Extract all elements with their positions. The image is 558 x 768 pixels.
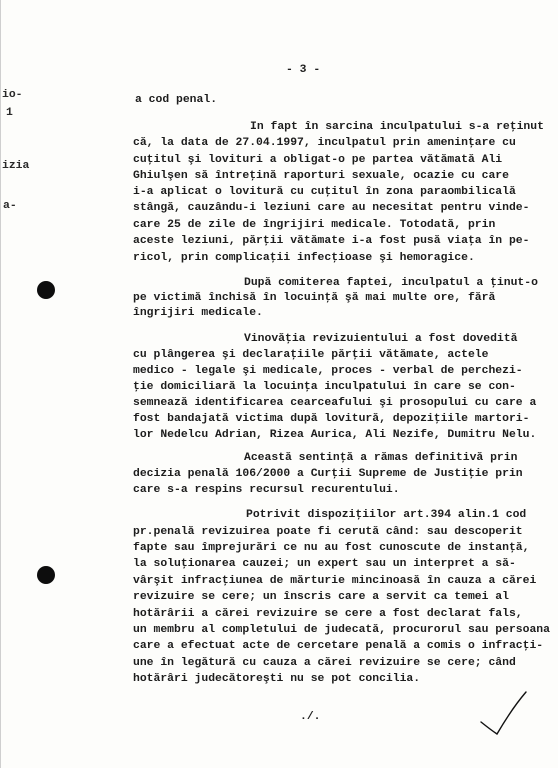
text-line: une în legătură cu cauza a cărei revizuire se cere; când (133, 657, 516, 669)
text-line: vârşit infracţiunea de mărturie mincinoasă în cauza a cărei (133, 575, 537, 587)
text-line: cu plângerea şi declaraţiile părţii vătămate, actele (133, 349, 489, 361)
text-line: ţie domiciliară la locuinţa inculpatului în care se con- (133, 381, 516, 393)
text-line: fapte sau împrejurări ce nu au fost cunoscute de instanţă, (133, 542, 530, 554)
text-line: lor Nedelcu Adrian, Rizea Aurica, Ali Nezife, Dumitru Nelu. (133, 429, 537, 441)
text-line: hotărârii a cărei revizuire se cere a fost declarat fals, (133, 608, 523, 620)
text-line: că, la data de 27.04.1997, inculpatul prin ameninţare cu (133, 137, 516, 149)
text-line: revizuire se cere; un înscris care a servit ca temei al (133, 591, 509, 603)
text-line: care 25 de zile de îngrijiri medicale. Totodată, prin (133, 219, 496, 231)
margin-fragment: io- (2, 89, 23, 101)
page-number: - 3 - (286, 64, 321, 76)
text-line: care a efectuat acte de cercetare penală a comis o infracţi- (133, 640, 544, 652)
continuation-mark: ./. (300, 711, 321, 723)
text-line: In fapt în sarcina inculpatului s-a reţinut (250, 121, 544, 133)
text-line: a cod penal. (135, 94, 218, 106)
text-line: pe victimă închisă în locuinţă şă mai multe ore, fără (133, 292, 496, 304)
text-line: Potrivit dispoziţiilor art.394 alin.1 cod (246, 509, 527, 521)
margin-fragment: a- (3, 200, 17, 212)
text-line: După comiterea faptei, inculpatul a ţinut-o (244, 277, 538, 289)
text-line: semnează identificarea cearceafului şi prosopului cu care a (133, 397, 537, 409)
text-line: fost bandajată victima după lovitură, depoziţiile martori- (133, 413, 530, 425)
text-line: un membru al completului de judecată, procurorul sau persoana (133, 624, 550, 636)
text-line: i-a aplicat o lovitură cu cuţitul în zona paraombilicală (133, 186, 516, 198)
page-edge (0, 0, 1, 768)
text-line: ricol, prin complicaţii infecţioase şi hemoragice. (133, 252, 475, 264)
margin-fragment: 1 (6, 107, 13, 119)
punch-hole (37, 281, 55, 299)
text-line: cuţitul şi lovituri a obligat-o pe partea vătămată Ali (133, 154, 503, 166)
text-line: medico - legale şi medicale, proces - verbal de perchezi- (133, 365, 523, 377)
text-line: îngrijiri medicale. (133, 307, 263, 319)
handwritten-checkmark (470, 684, 534, 740)
text-line: care s-a respins recursul recurentului. (133, 484, 400, 496)
text-line: pr.penală revizuirea poate fi cerută când: sau descoperit (133, 526, 523, 538)
punch-hole (37, 566, 55, 584)
text-line: Vinovăţia revizuientului a fost dovedită (244, 333, 518, 345)
text-line: Ghiulşen să întreţină raporturi sexuale, ocazie cu care (133, 170, 509, 182)
margin-fragment: izia (2, 160, 30, 172)
text-line: aceste leziuni, părţii vătămate i-a fost pusă viaţa în pe- (133, 235, 530, 247)
text-line: decizia penală 106/2000 a Curţii Supreme de Justiţie prin (133, 468, 523, 480)
text-line: hotărâri judecătoreşti nu se pot concilia. (133, 673, 421, 685)
text-line: Această sentinţă a rămas definitivă prin (244, 452, 518, 464)
text-line: la soluţionarea cauzei; un expert sau un interpret a să- (133, 558, 516, 570)
text-line: stângă, cauzându-i leziuni care au necesitat pentru vinde- (133, 202, 530, 214)
